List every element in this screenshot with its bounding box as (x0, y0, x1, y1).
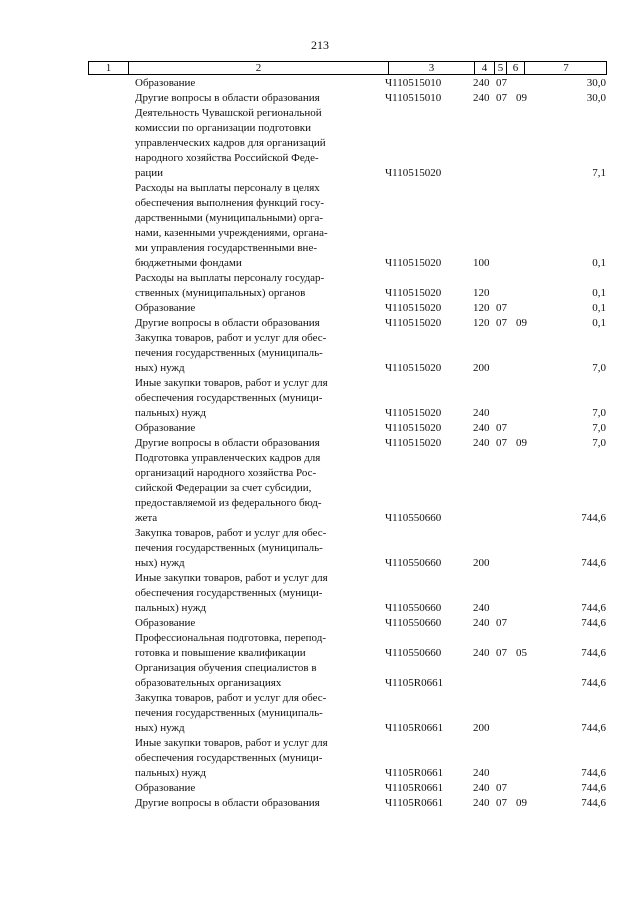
table-row (0, 691, 640, 736)
row-col-4: 240 (473, 422, 490, 434)
row-name: Образование (135, 302, 196, 314)
row-col-6: 09 (516, 797, 527, 809)
row-name: Профессиональная подготовка, перепод- готовка и повышение квалификации (135, 632, 326, 659)
row-code: Ч110515020 (385, 287, 442, 299)
row-name: Образование (135, 77, 196, 89)
header-col-3: 3 (389, 62, 475, 74)
row-name: Организация обучения специалистов в образовательных организациях (135, 662, 317, 689)
table-row (0, 796, 640, 811)
table-row (0, 451, 640, 526)
table-row (0, 736, 640, 781)
row-name: Другие вопросы в области образования (135, 797, 320, 809)
row-value: 744,6 (581, 677, 606, 689)
row-value: 7,0 (592, 362, 606, 374)
row-value: 0,1 (592, 257, 606, 269)
row-value: 7,0 (592, 422, 606, 434)
row-code: Ч110515010 (385, 77, 442, 89)
row-name: Закупка товаров, работ и услуг для обес- печения государственных (муниципаль- ных) нужд (135, 332, 327, 374)
row-value: 0,1 (592, 302, 606, 314)
row-code: Ч110515020 (385, 407, 442, 419)
row-value: 7,0 (592, 437, 606, 449)
table-row (0, 571, 640, 616)
row-col-4: 240 (473, 782, 490, 794)
row-name: Образование (135, 782, 196, 794)
page-number: 213 (311, 38, 329, 52)
row-code: Ч110550660 (385, 602, 442, 614)
row-code: Ч110550660 (385, 647, 442, 659)
row-code: Ч1105R0661 (385, 722, 444, 734)
row-col-4: 200 (473, 722, 490, 734)
table-row (0, 661, 640, 691)
row-name: Другие вопросы в области образования (135, 92, 320, 104)
row-code: Ч110515020 (385, 302, 442, 314)
row-col-6: 09 (516, 317, 527, 329)
row-value: 7,1 (592, 167, 606, 179)
table-row (0, 301, 640, 316)
row-name: Иные закупки товаров, работ и услуг для обеспечения государственных (муници- пальных) нужд (135, 572, 328, 614)
row-value: 744,6 (581, 557, 606, 569)
table-row (0, 331, 640, 376)
row-code: Ч1105R0661 (385, 677, 444, 689)
row-col-6: 09 (516, 92, 527, 104)
row-col-4: 100 (473, 257, 490, 269)
row-col-5: 07 (496, 782, 507, 794)
row-col-5: 07 (496, 437, 507, 449)
row-code: Ч110515020 (385, 317, 442, 329)
table-row (0, 91, 640, 106)
row-code: Ч110550660 (385, 557, 442, 569)
row-col-4: 200 (473, 557, 490, 569)
row-code: Ч110515020 (385, 362, 442, 374)
row-value: 0,1 (592, 287, 606, 299)
row-col-6: 05 (516, 647, 527, 659)
row-code: Ч110550660 (385, 617, 442, 629)
row-code: Ч1105R0661 (385, 782, 444, 794)
row-code: Ч1105R0661 (385, 797, 444, 809)
header-col-2: 2 (129, 62, 389, 74)
row-value: 30,0 (586, 92, 606, 104)
row-value: 744,6 (581, 512, 606, 524)
row-col-5: 07 (496, 92, 507, 104)
header-col-5: 5 (495, 62, 507, 74)
header-col-7: 7 (563, 62, 569, 74)
table-header (88, 61, 607, 75)
row-col-4: 240 (473, 767, 490, 779)
row-name: Другие вопросы в области образования (135, 317, 320, 329)
row-code: Ч1105R0661 (385, 767, 444, 779)
table-row (0, 631, 640, 661)
row-col-5: 07 (496, 77, 507, 89)
table-row (0, 421, 640, 436)
row-col-4: 120 (473, 317, 490, 329)
row-value: 744,6 (581, 647, 606, 659)
row-code: Ч110515020 (385, 257, 442, 269)
row-name: Подготовка управленческих кадров для организаций народного хозяйства Рос- сийской Федерации за счет субсидии, предоставляемой из федерального бюд- жета (135, 452, 322, 524)
row-value: 744,6 (581, 767, 606, 779)
row-name: Образование (135, 422, 196, 434)
table-row (0, 436, 640, 451)
row-value: 744,6 (581, 797, 606, 809)
row-col-4: 240 (473, 647, 490, 659)
row-name: Другие вопросы в области образования (135, 437, 320, 449)
table-row (0, 181, 640, 271)
table-row (0, 526, 640, 571)
row-name: Закупка товаров, работ и услуг для обес- печения государственных (муниципаль- ных) нужд (135, 692, 327, 734)
row-col-4: 240 (473, 77, 490, 89)
table-row (0, 271, 640, 301)
row-name: Образование (135, 617, 196, 629)
row-col-4: 240 (473, 92, 490, 104)
row-col-4: 200 (473, 362, 490, 374)
row-value: 30,0 (586, 77, 606, 89)
table-row (0, 106, 640, 181)
row-value: 744,6 (581, 722, 606, 734)
row-value: 744,6 (581, 602, 606, 614)
row-value: 744,6 (581, 617, 606, 629)
row-code: Ч110515010 (385, 92, 442, 104)
row-col-5: 07 (496, 617, 507, 629)
row-name: Иные закупки товаров, работ и услуг для обеспечения государственных (муници- пальных) нужд (135, 377, 328, 419)
header-col-1: 1 (89, 62, 129, 74)
row-col-4: 120 (473, 302, 490, 314)
header-col-4: 4 (475, 62, 495, 74)
row-name: Иные закупки товаров, работ и услуг для обеспечения государственных (муници- пальных) нужд (135, 737, 328, 779)
row-col-5: 07 (496, 647, 507, 659)
row-col-5: 07 (496, 302, 507, 314)
row-value: 0,1 (592, 317, 606, 329)
row-value: 744,6 (581, 782, 606, 794)
table-row (0, 616, 640, 631)
row-col-4: 120 (473, 287, 490, 299)
table-row (0, 316, 640, 331)
row-col-4: 240 (473, 617, 490, 629)
row-col-4: 240 (473, 797, 490, 809)
row-name: Деятельность Чувашской региональной комиссии по организации подготовки управленческих кадров для организаций народного хозяйства Российской Феде- рации (135, 107, 326, 179)
row-name: Закупка товаров, работ и услуг для обес- печения государственных (муниципаль- ных) нужд (135, 527, 327, 569)
row-col-6: 09 (516, 437, 527, 449)
table-row (0, 781, 640, 796)
row-col-4: 240 (473, 602, 490, 614)
table-row (0, 376, 640, 421)
row-code: Ч110515020 (385, 437, 442, 449)
row-col-5: 07 (496, 797, 507, 809)
row-name: Расходы на выплаты персоналу в целях обеспечения выполнения функций госу- дарственными (муниципальными) орга- нами, казенными учреждениями, органа- ми управления государственными вне- бюджетными фондами (135, 182, 328, 269)
table-body (0, 76, 640, 811)
header-col-6: 6 (507, 62, 525, 74)
row-col-4: 240 (473, 407, 490, 419)
row-code: Ч110515020 (385, 422, 442, 434)
row-code: Ч110550660 (385, 512, 442, 524)
table-row (0, 76, 640, 91)
row-name: Расходы на выплаты персоналу государ- ственных (муниципальных) органов (135, 272, 325, 299)
row-code: Ч110515020 (385, 167, 442, 179)
row-col-4: 240 (473, 437, 490, 449)
row-col-5: 07 (496, 317, 507, 329)
row-col-5: 07 (496, 422, 507, 434)
row-value: 7,0 (592, 407, 606, 419)
